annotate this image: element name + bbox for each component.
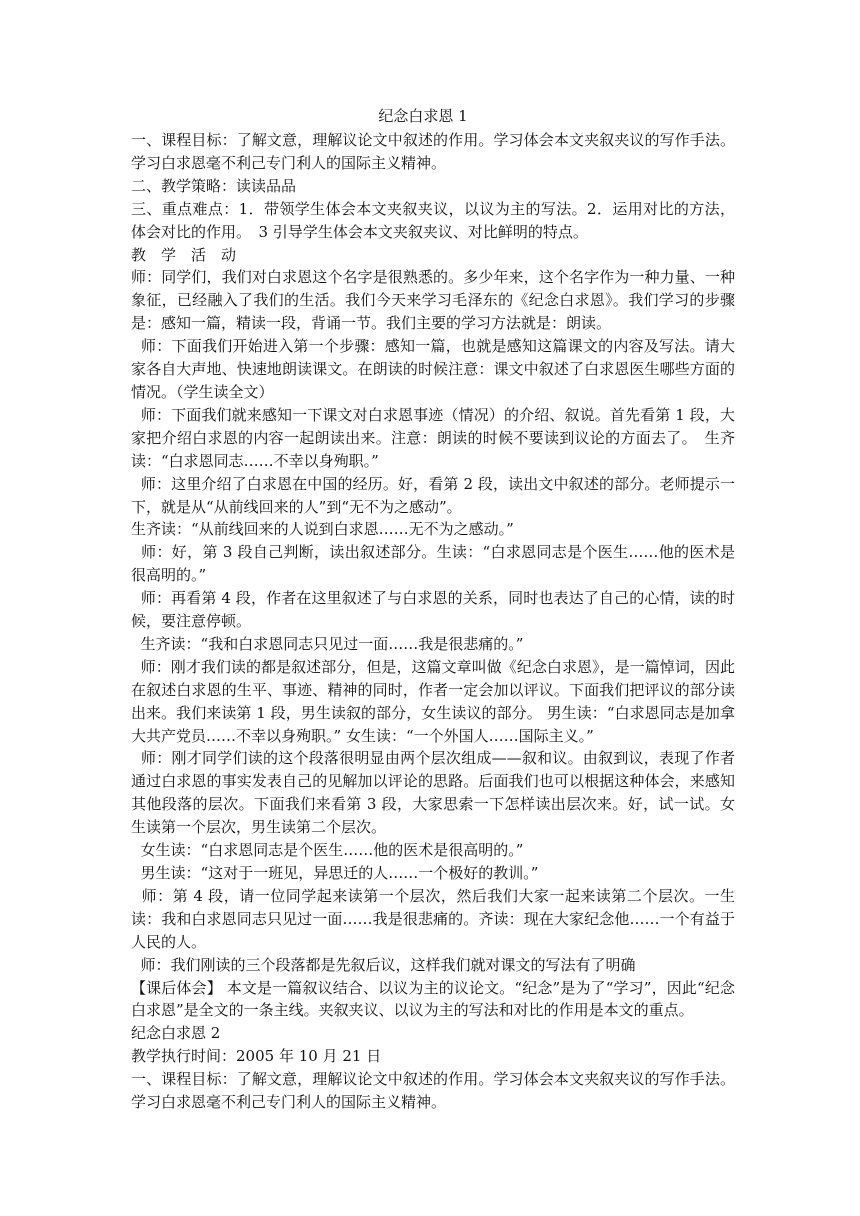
paragraph-section-4: 师：再看第 4 段，作者在这里叙述了与白求恩的关系，同时也表达了自己的心情，读的时候，要注意停顿。 bbox=[131, 589, 735, 631]
paragraph-course-goal: 一、课程目标：了解文意，理解议论文中叙述的作用。学习体会本文夹叙夹议的写作手法。学习白求恩毫不利己专门利人的国际主义精神。 bbox=[131, 131, 735, 172]
paragraph-section-3: 师：好，第 3 段自己判断，读出叙述部分。生读：“白求恩同志是个医生……他的医术是很高明的。” bbox=[131, 543, 735, 585]
paragraph-summary: 师：我们刚读的三个段落都是先叙后议，这样我们就对课文的写法有了明确 bbox=[131, 955, 636, 974]
paragraph-girls-read: 女生读：“白求恩同志是个医生……他的医术是很高明的。” bbox=[131, 841, 524, 860]
paragraph-section-4-levels: 师：第 4 段，请一位同学起来读第一个层次，然后我们大家一起来读第二个层次。一生读：我和白求恩同志只见过一面……我是很悲痛的。齐读：现在大家纪念他……一个有益于人民的人。 bbox=[131, 886, 735, 951]
section-heading-teaching-activity: 教 学 活 动 bbox=[131, 245, 237, 264]
paragraph-section-1: 师：下面我们就来感知一下课文对白求恩事迹（情况）的介绍、叙说。首先看第 1 段，大家把介绍白求恩的内容一起朗读出来。注意：朗读的时候不要读到议论的方面去了。 生齐读：“白求恩同志……不幸以身殉职。” bbox=[131, 405, 735, 470]
document-page bbox=[131, 104, 735, 1114]
paragraph-boys-read: 男生读：“这对于一班见，异思迁的人……一个极好的教训。” bbox=[131, 864, 539, 882]
paragraph-students-read-2: 生齐读：“从前线回来的人说到白求恩……无不为之感动。” bbox=[131, 520, 514, 539]
paragraph-levels: 师：刚才同学们读的这个段落很明显由两个层次组成——叙和议。由叙到议，表现了作者通过白求恩的事实发表自己的见解加以评论的思路。后面我们也可以根据这种体会，来感知其他段落的层次。下面我们来看第 3 段，大家思索一下怎样读出层次来。好，试一试。女生读第一个层次，男生读第二个层次。 bbox=[131, 749, 735, 837]
paragraph-section-2: 师：这里介绍了白求恩在中国的经历。好，看第 2 段，读出文中叙述的部分。老师提示一下，就是从“从前线回来的人”到“无不为之感动”。 bbox=[131, 474, 735, 516]
paragraph-step-one: 师：下面我们开始进入第一个步骤：感知一篇，也就是感知这篇课文的内容及写法。请大家各自大声地、快速地朗读课文。在朗读的时候注意：课文中叙述了白求恩医生哪些方面的情况。（学生读全文） bbox=[131, 337, 735, 401]
paragraph-narrative-comment: 师：刚才我们读的都是叙述部分，但是，这篇文章叫做《纪念白求恩》，是一篇悼词，因此在叙述白求恩的生平、事迹、精神的同时，作者一定会加以评议。下面我们把评议的部分读出来。我们来读第 1 段，男生读叙的部分，女生读议的部分。 男生读：“白求恩同志是加拿大共产党员……不幸以身殉职。” 女生读：“一个外国人……国际主义。” bbox=[131, 657, 735, 745]
paragraph-course-goal-2: 一、课程目标：了解文意，理解议论文中叙述的作用。学习体会本文夹叙夹议的写作手法。学习白求恩毫不利己专门利人的国际主义精神。 bbox=[131, 1070, 735, 1112]
paragraph-reflection: 【课后体会】 本文是一篇叙议结合、以议为主的议论文。“纪念”是为了“学习”，因此“纪念白求恩”是全文的一条主线。夹叙夹议、以议为主的写法和对比的作用是本文的重点。 bbox=[131, 978, 735, 1020]
paragraph-teacher-intro: 师：同学们，我们对白求恩这个名字是很熟悉的。多少年来，这个名字作为一种力量、一种象征，已经融入了我们的生活。我们今天来学习毛泽东的《纪念白求恩》。我们学习的步骤是：感知一篇，精读一段，背诵一节。我们主要的学习方法就是：朗读。 bbox=[131, 268, 735, 333]
document-title: 纪念白求恩 1 bbox=[378, 107, 468, 125]
paragraph-students-read-4: 生齐读：“我和白求恩同志只见过一面……我是很悲痛的。” bbox=[131, 634, 524, 653]
paragraph-teaching-date: 教学执行时间：2005 年 10 月 21 日 bbox=[131, 1047, 382, 1066]
document-title-2: 纪念白求恩 2 bbox=[131, 1024, 221, 1043]
paragraph-teaching-strategy: 二、教学策略：读读品品 bbox=[131, 176, 297, 195]
paragraph-key-points: 三、重点难点：1．带领学生体会本文夹叙夹议，以议为主的写法。2．运用对比的方法，体会对比的作用。 3 引导学生体会本文夹叙夹议、对比鲜明的特点。 bbox=[131, 199, 735, 241]
